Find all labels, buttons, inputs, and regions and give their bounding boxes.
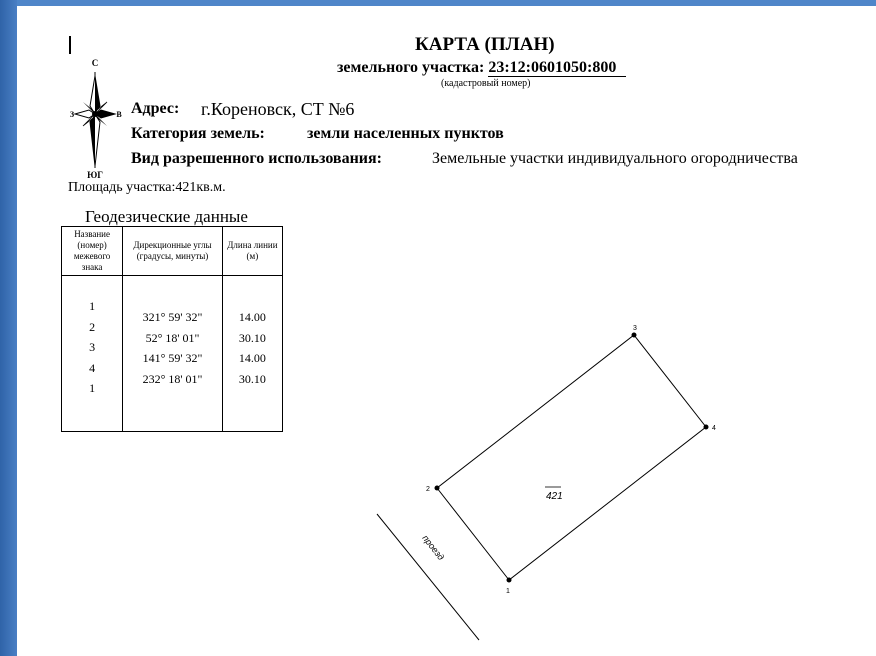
- angle-cell: 232° 18' 01": [142, 371, 203, 386]
- compass-north: С: [91, 58, 99, 68]
- vertex-label: 2: [426, 486, 430, 493]
- plot-boundary: [437, 335, 706, 580]
- permitted-use-label: Вид разрешенного использования:: [131, 150, 382, 167]
- compass-west: З: [69, 110, 75, 119]
- plot-area-text: Площадь участка:421кв.м.: [68, 180, 226, 195]
- compass-east: В: [116, 110, 122, 119]
- length-cell: 30.10: [238, 371, 266, 386]
- subtitle-prefix: земельного участка:: [337, 59, 489, 76]
- plot-area-label: 421: [546, 491, 563, 502]
- document-page[interactable]: [17, 6, 876, 656]
- header-angles: Дирекционные углы (градусы, минуты): [123, 227, 223, 276]
- length-cell: 14.00: [238, 351, 266, 365]
- vertex-marker: [507, 578, 512, 583]
- vertex-label: 1: [506, 588, 510, 595]
- map-title: КАРТА (ПЛАН): [415, 34, 555, 55]
- length-cell: 14.00: [238, 310, 266, 324]
- length-cell: 30.10: [238, 330, 266, 345]
- point-cell: 2: [89, 319, 96, 334]
- vertex-marker: [632, 333, 637, 338]
- geodetic-title: Геодезические данные: [85, 207, 248, 226]
- point-cell: 4: [89, 360, 96, 375]
- angle-cell: 52° 18' 01": [145, 330, 200, 345]
- vertex-marker: [704, 425, 709, 430]
- point-cell: 1: [89, 381, 96, 395]
- category-value: земли населенных пунктов: [307, 125, 504, 142]
- header-length: Длина линии (м): [222, 227, 282, 276]
- compass-south: ЮГ: [87, 170, 103, 180]
- land-plot-drawing: [17, 6, 876, 656]
- cadastral-number: 23:12:0601050:800: [488, 59, 626, 77]
- vertex-marker: [435, 486, 440, 491]
- window-left-border: [0, 0, 17, 656]
- road-label: проезд: [420, 533, 447, 563]
- point-cell: 1: [89, 299, 96, 313]
- permitted-use-value: Земельные участки индивидуального огородничества: [432, 150, 798, 167]
- category-label: Категория земель:: [131, 125, 265, 142]
- point-cell: 3: [89, 340, 96, 354]
- vertex-label: 3: [633, 325, 637, 332]
- address-value: г.Кореновск, СТ №6: [201, 99, 355, 119]
- address-label: Адрес:: [131, 100, 180, 117]
- header-point-name: Название (номер) межевого знака: [62, 227, 123, 276]
- vertex-label: 4: [712, 425, 716, 432]
- angle-cell: 321° 59' 32": [142, 310, 203, 324]
- angle-cell: 141° 59' 32": [142, 351, 203, 365]
- cadastral-note: (кадастровый номер): [441, 78, 531, 89]
